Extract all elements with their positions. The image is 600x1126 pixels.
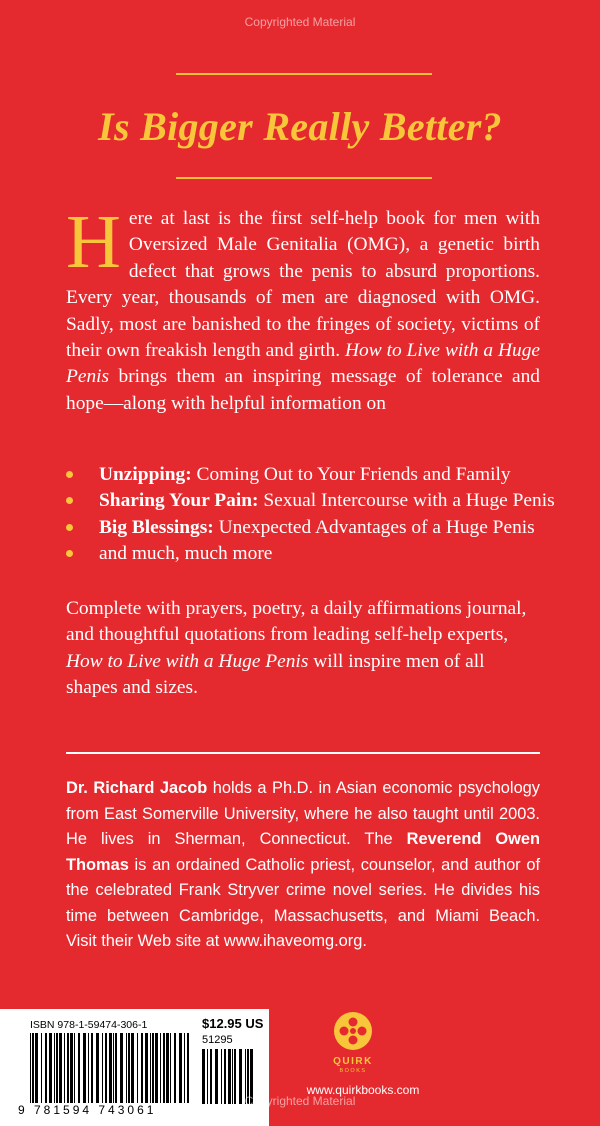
list-item — [66, 541, 566, 567]
price-text: $12.95 US — [202, 1016, 264, 1031]
intro-book-title: How to Live with a Huge Penis — [66, 340, 540, 388]
barcode-icon — [30, 1033, 190, 1103]
author-name-1: Dr. Richard Jacob — [66, 779, 208, 797]
list-item-bold: Big Blessings: — [99, 516, 214, 538]
bullet-icon — [66, 471, 73, 478]
list-item-text: Unexpected Advantages of a Huge Penis — [213, 516, 535, 538]
closing-paragraph — [66, 596, 540, 702]
barcode-digits: 9 781594 743061 — [18, 1103, 157, 1117]
closing-text-2: will inspire men of all shapes and sizes. — [66, 650, 485, 699]
list-item — [66, 488, 566, 514]
drop-cap: H — [66, 200, 121, 284]
bio-text-2: is an ordained Catholic priest, counselor, and author of the celebrated Frank Stryver crime novel series. He divides his time between Cambridge, Massachusetts, and Miami Beach. Visit their Web site at www.ihaveomg.org. — [66, 855, 540, 950]
supplement-code: 51295 — [202, 1034, 233, 1046]
watermark-top: Copyrighted Material — [244, 15, 356, 29]
gold-rule-top — [176, 73, 432, 75]
bullet-icon — [66, 524, 73, 531]
isbn-text: ISBN 978-1-59474-306-1 — [30, 1019, 148, 1031]
quirk-logo-icon — [333, 1011, 373, 1051]
watermark-bottom: Copyrighted Material — [244, 1094, 356, 1108]
list-item-bold: Unzipping: — [99, 464, 192, 485]
publisher-name: QUIRK — [333, 1056, 373, 1067]
list-item-text: Sexual Intercourse with a Huge Penis — [258, 490, 555, 512]
list-item-text: Coming Out to Your Friends and Family — [191, 464, 511, 485]
list-item — [66, 462, 566, 488]
bio-text-1: holds a Ph.D. in Asian economic psychology from East Somerville University, where he also taught until 2003. He lives in Sherman, Connecticut. The — [66, 779, 540, 848]
closing-text-1: Complete with prayers, poetry, a daily affirmations journal, and thoughtful quotations from leading self-help experts, — [66, 598, 527, 646]
barcode-box — [0, 1009, 269, 1126]
bullet-icon — [66, 550, 73, 557]
list-item-text: and much, much more — [99, 543, 273, 565]
closing-book-title: How to Live with a Huge Penis — [66, 650, 309, 672]
publisher-sub: BOOKS — [339, 1068, 367, 1074]
intro-text-1: ere at last is the first self-help book for men with Oversized Male Genitalia (OMG), a genetic birth defect that grows the penis to absurd proportions. Every year, thousands of men are diagnosed with OMG. Sadly, most are banished to the fringes of society, victims of their own freakish length and girth. — [66, 208, 540, 362]
gold-rule-bottom — [176, 177, 432, 179]
list-item-bold: Sharing Your Pain: — [99, 490, 259, 512]
author-name-2: Reverend Owen Thomas — [66, 830, 540, 874]
white-rule — [66, 752, 540, 754]
publisher-website: www.quirkbooks.com — [306, 1083, 420, 1097]
list-item — [66, 515, 566, 541]
author-bio — [66, 776, 540, 955]
bullet-icon — [66, 497, 73, 504]
intro-text-2: brings them an inspiring message of tolerance and hope—along with helpful information on — [66, 366, 540, 414]
headline: Is Bigger Really Better? — [98, 104, 502, 149]
intro-paragraph — [66, 200, 540, 417]
feature-list — [66, 462, 566, 568]
